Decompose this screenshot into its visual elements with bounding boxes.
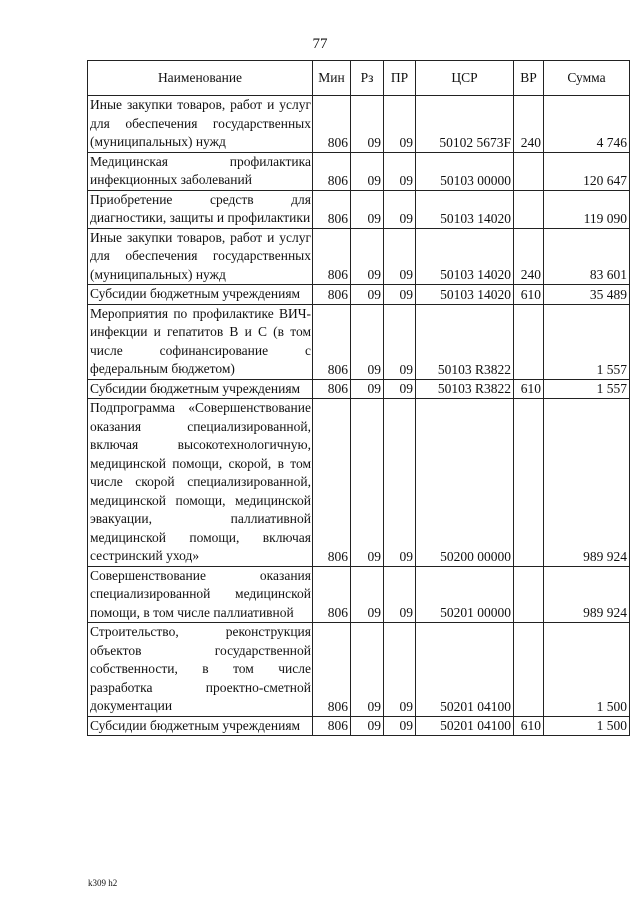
- cell-name: Приобретение средств для диагностики, защиты и профилактики: [88, 190, 313, 228]
- table-row: [88, 716, 630, 736]
- table-row: [88, 285, 630, 305]
- cell-vr: 610: [514, 716, 544, 736]
- cell-csr: 50103 R3822: [416, 379, 514, 399]
- column-header-pr: ПР: [384, 61, 416, 96]
- cell-name: Медицинская профилактика инфекционных заболеваний: [88, 152, 313, 190]
- table-row: [88, 304, 630, 379]
- cell-rz: 09: [351, 566, 384, 623]
- cell-csr: 50102 5673F: [416, 96, 514, 153]
- table-row: [88, 96, 630, 153]
- table-row: [88, 399, 630, 567]
- column-header-min: Мин: [313, 61, 351, 96]
- cell-rz: 09: [351, 152, 384, 190]
- footer-code: k309 h2: [88, 878, 118, 888]
- cell-min: 806: [313, 566, 351, 623]
- cell-name: Субсидии бюджетным учреждениям: [88, 716, 313, 736]
- column-header-vr: ВР: [514, 61, 544, 96]
- cell-rz: 09: [351, 228, 384, 285]
- cell-pr: 09: [384, 228, 416, 285]
- cell-vr: [514, 152, 544, 190]
- cell-csr: 50201 00000: [416, 566, 514, 623]
- cell-vr: [514, 304, 544, 379]
- cell-vr: 610: [514, 379, 544, 399]
- column-header-sum: Сумма: [544, 61, 630, 96]
- cell-rz: 09: [351, 379, 384, 399]
- cell-rz: 09: [351, 190, 384, 228]
- cell-sum: 4 746: [544, 96, 630, 153]
- cell-pr: 09: [384, 190, 416, 228]
- cell-sum: 119 090: [544, 190, 630, 228]
- cell-name: Строительство, реконструкция объектов государственной собственности, в том числе разработка проектно-сметной документации: [88, 623, 313, 717]
- cell-rz: 09: [351, 623, 384, 717]
- cell-rz: 09: [351, 716, 384, 736]
- cell-csr: 50103 00000: [416, 152, 514, 190]
- cell-rz: 09: [351, 399, 384, 567]
- cell-sum: 35 489: [544, 285, 630, 305]
- cell-sum: 1 557: [544, 304, 630, 379]
- cell-name: Подпрограмма «Совершенствование оказания специализированной, включая высокотехнологичную, медицинской помощи, скорой, в том числе скорой специализированной, медицинской помощи, медицинской эвакуации, паллиативной медицинской помощи, включая сестринский уход»: [88, 399, 313, 567]
- cell-sum: 1 557: [544, 379, 630, 399]
- cell-min: 806: [313, 228, 351, 285]
- cell-name: Совершенствование оказания специализированной медицинской помощи, в том числе паллиативной: [88, 566, 313, 623]
- cell-name: Мероприятия по профилактике ВИЧ-инфекции и гепатитов В и С (в том числе софинансирование с федеральным бюджетом): [88, 304, 313, 379]
- table-row: [88, 566, 630, 623]
- cell-min: 806: [313, 623, 351, 717]
- cell-name: Субсидии бюджетным учреждениям: [88, 379, 313, 399]
- table-row: [88, 379, 630, 399]
- cell-sum: 120 647: [544, 152, 630, 190]
- cell-vr: [514, 190, 544, 228]
- column-header-rz: Рз: [351, 61, 384, 96]
- column-header-name: Наименование: [88, 61, 313, 96]
- cell-vr: [514, 623, 544, 717]
- cell-rz: 09: [351, 285, 384, 305]
- cell-csr: 50103 14020: [416, 228, 514, 285]
- cell-rz: 09: [351, 96, 384, 153]
- cell-vr: 610: [514, 285, 544, 305]
- budget-table: [87, 60, 630, 736]
- cell-pr: 09: [384, 379, 416, 399]
- column-header-csr: ЦСР: [416, 61, 514, 96]
- cell-min: 806: [313, 152, 351, 190]
- cell-pr: 09: [384, 152, 416, 190]
- cell-csr: 50200 00000: [416, 399, 514, 567]
- cell-pr: 09: [384, 304, 416, 379]
- cell-vr: 240: [514, 96, 544, 153]
- cell-csr: 50201 04100: [416, 716, 514, 736]
- cell-min: 806: [313, 379, 351, 399]
- cell-sum: 989 924: [544, 566, 630, 623]
- cell-pr: 09: [384, 623, 416, 717]
- cell-rz: 09: [351, 304, 384, 379]
- cell-pr: 09: [384, 566, 416, 623]
- cell-pr: 09: [384, 399, 416, 567]
- table-row: [88, 152, 630, 190]
- cell-sum: 989 924: [544, 399, 630, 567]
- cell-min: 806: [313, 190, 351, 228]
- cell-csr: 50103 14020: [416, 285, 514, 305]
- cell-sum: 1 500: [544, 623, 630, 717]
- table-header-row: [88, 61, 630, 96]
- cell-csr: 50201 04100: [416, 623, 514, 717]
- cell-pr: 09: [384, 285, 416, 305]
- cell-sum: 83 601: [544, 228, 630, 285]
- cell-min: 806: [313, 399, 351, 567]
- cell-pr: 09: [384, 716, 416, 736]
- table-row: [88, 623, 630, 717]
- cell-vr: [514, 399, 544, 567]
- cell-name: Иные закупки товаров, работ и услуг для обеспечения государственных (муниципальных) нужд: [88, 96, 313, 153]
- cell-min: 806: [313, 716, 351, 736]
- cell-min: 806: [313, 96, 351, 153]
- table-body: [88, 96, 630, 736]
- cell-csr: 50103 R3822: [416, 304, 514, 379]
- table-row: [88, 190, 630, 228]
- cell-name: Иные закупки товаров, работ и услуг для обеспечения государственных (муниципальных) нужд: [88, 228, 313, 285]
- page-number: 77: [312, 36, 328, 52]
- cell-name: Субсидии бюджетным учреждениям: [88, 285, 313, 305]
- cell-sum: 1 500: [544, 716, 630, 736]
- cell-min: 806: [313, 304, 351, 379]
- cell-csr: 50103 14020: [416, 190, 514, 228]
- cell-vr: 240: [514, 228, 544, 285]
- cell-min: 806: [313, 285, 351, 305]
- cell-vr: [514, 566, 544, 623]
- table-row: [88, 228, 630, 285]
- cell-pr: 09: [384, 96, 416, 153]
